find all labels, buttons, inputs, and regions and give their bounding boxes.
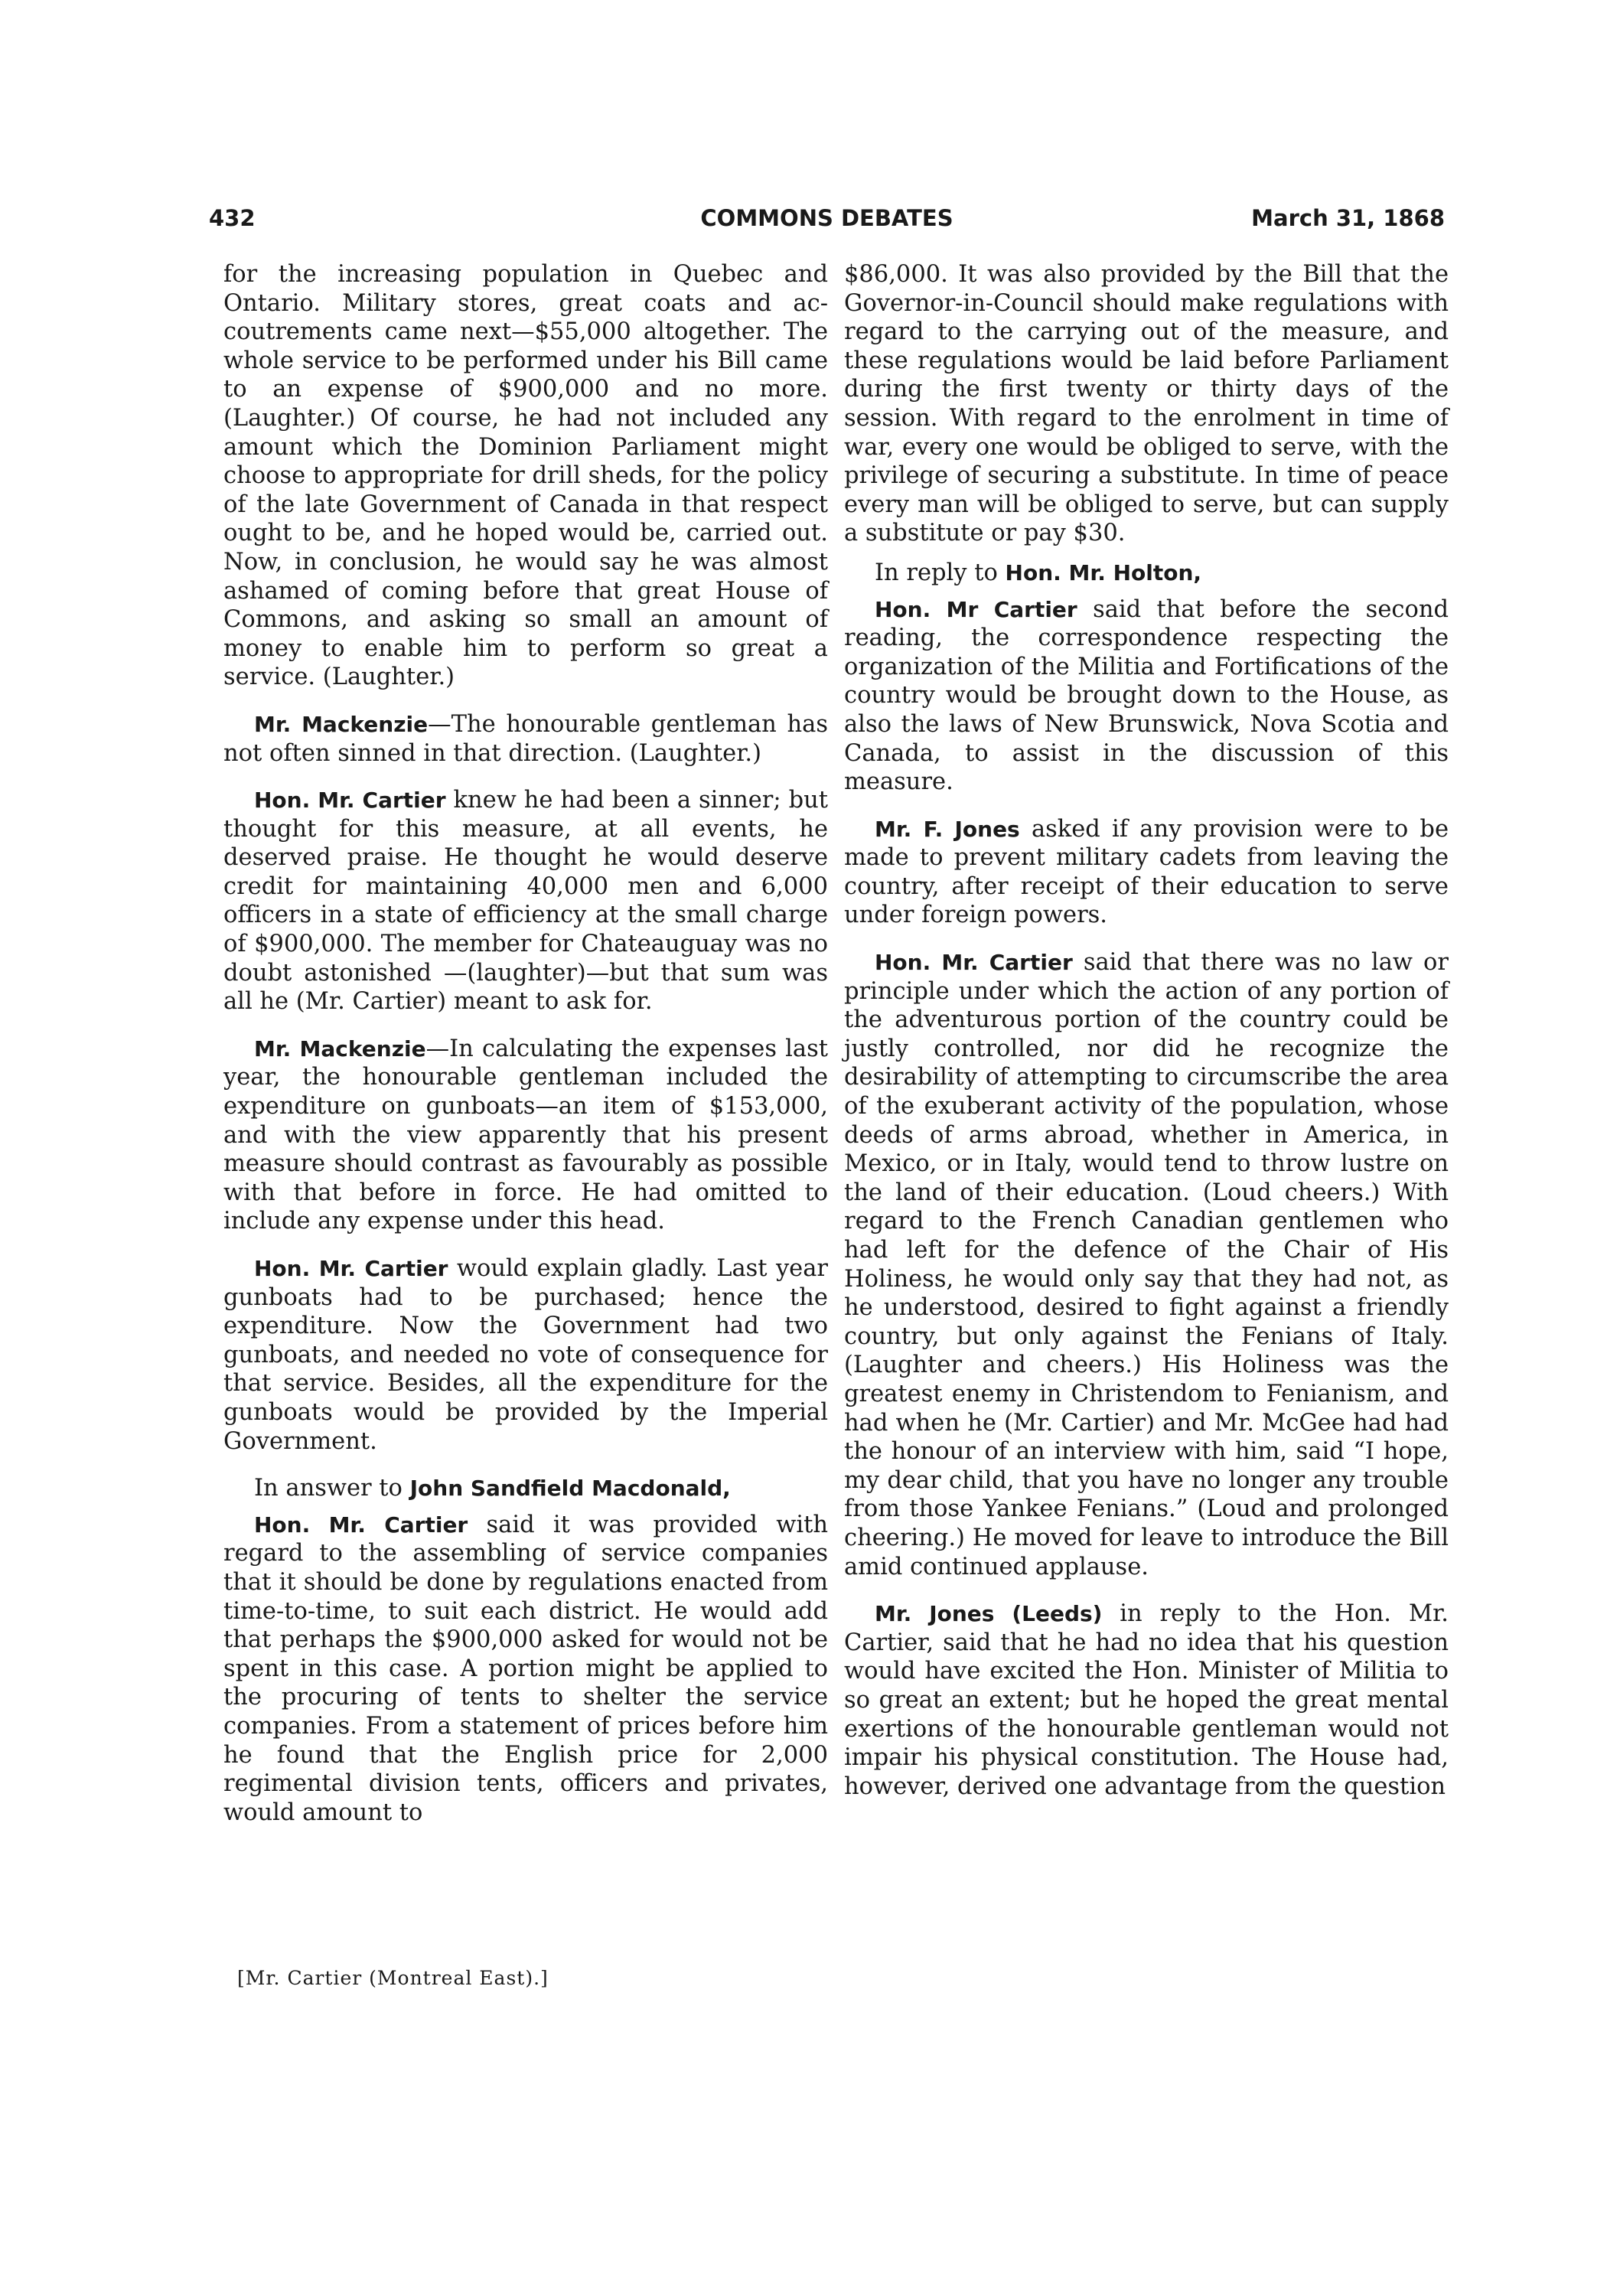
paragraph-text: said that before the second reading, the correspondence respecting the organization of the Militia and Fortifications of the country would be brought down to the House, as also the laws of New Brunswick, Nova Scotia and Canada, to assist in the discussion of this measure.	[844, 595, 1449, 796]
paragraph	[223, 260, 828, 692]
speaker-name: Mr. Jones (Leeds)	[875, 1601, 1103, 1627]
paragraph-text: said that there was no law or principle under which the action of any portion of the adventurous portion of the country could be justly controlled, nor did he recognize the desirability of attempting to circumscribe the area of the exuberant activity of the population, whose deeds of arms abroad, whether in America, in Mexico, or in Italy, would tend to throw lustre on the land of their education. (Loud cheers.) With regard to the French Canadian gentlemen who had left for the defence of the Chair of His Holiness, he would only say that they had not, as he understood, desired to fight against a friendly country, but only against the Fenians of Italy. (Laughter and cheers.) His Holiness was the greatest enemy in Christendom to Fenianism, and had when he (Mr. Cartier) and Mr. McGee had had the honour of an interview with him, said “I hope, my dear child, that you have no longer any trouble from those Yankee Fenians.” (Loud and prolonged cheering.) He moved for leave to introduce the Bill amid continued applause.	[844, 949, 1449, 1580]
running-title: COMMONS DEBATES	[700, 205, 953, 231]
paragraph-text: —The honourable gentleman has not often sinned in that direction. (Laughter.)	[223, 710, 828, 767]
right-column	[844, 260, 1449, 1819]
page-header	[209, 205, 1445, 236]
paragraph	[223, 1474, 828, 1503]
paragraph	[223, 1254, 828, 1456]
speaker-name: Mr. Mackenzie	[254, 1035, 426, 1062]
paragraph	[844, 559, 1449, 588]
paragraph	[223, 786, 828, 1016]
speaker-name: Hon. Mr. Cartier	[254, 1512, 468, 1538]
speaker-name: Mr. F. Jones	[875, 816, 1020, 842]
paragraph-text: knew he had been a sinner; but thought for this measure, at all events, he deserved praise. He thought he would deserve credit for maintaining 40,000 men and 6,000 officers in a state of efficiency at the small charge of $900,000. The member for Chateauguay was no doubt astonished —(laughter)—but that sum was all he (Mr. Cartier) meant to ask for.	[223, 787, 828, 1016]
speaker-name: Hon. Mr. Cartier	[254, 1256, 448, 1281]
speaker-name: Hon. Mr. Cartier	[875, 950, 1073, 976]
paragraph-text: —In calculating the expenses last year, the honourable gentleman included the expenditure on gunboats—an item of $153,000, and with the view apparently that his present measure should contrast as favourably as possible with that before in force. He had omitted to include any expense under this head.	[223, 1035, 828, 1235]
paragraph-text: for the increasing population in Quebec and Ontario. Military stores, great coats and accoutrements came next—$55,000 altogether. The whole service to be performed under his Bill came to an expense of $900,000 and no more. (Laughter.) Of course, he had not included any amount which the Dominion Parliament might choose to appropriate for drill sheds, for the policy of the late Government of Canada in that respect ought to be, and he hoped would be, carried out. Now, in conclusion, he would say he was almost ashamed of coming before that great House of Commons, and asking so small an amount of money to enable him to perform so great a service. (Laughter.)	[223, 261, 828, 691]
paragraph	[844, 595, 1449, 797]
paragraph-text: asked if any provision were to be made to prevent military cadets from leaving the country, after receipt of their education to serve under foreign powers.	[844, 815, 1449, 929]
paragraph-text: would explain gladly. Last year gunboats had to be purchased; hence the expenditure. Now the Government had two gunboats, and needed no vote of consequence for that service. Besides, all the expenditure for the gunboats would be provided by the Imperial Government.	[223, 1255, 828, 1455]
intro-text: In reply to	[875, 559, 1006, 586]
speaker-name: Hon. Mr. Holton,	[1005, 559, 1202, 585]
paragraph	[223, 1511, 828, 1828]
paragraph	[223, 1035, 828, 1236]
paragraph	[844, 1600, 1449, 1801]
paragraph-text: said it was provided with regard to the assembling of service companies that it should be done by regulations enacted from time-to-time, to suit each district. He would add that perhaps the $900,000 asked for would not be spent in this case. A portion might be applied to the procuring of tents to shelter the service companies. From a statement of prices before him he found that the English price for 2,000 regimental division tents, officers and privates, would amount to	[223, 1511, 828, 1826]
speaker-name: Hon. Mr. Cartier	[254, 788, 446, 814]
paragraph	[844, 948, 1449, 1581]
page-date: March 31, 1868	[1251, 205, 1445, 231]
speaker-name: Mr. Mackenzie	[254, 711, 429, 737]
speaker-footnote: [Mr. Cartier (Montreal East).]	[237, 1967, 549, 1989]
speaker-name: Hon. Mr Cartier	[875, 596, 1077, 622]
left-column	[223, 260, 828, 1845]
page-number: 432	[209, 205, 256, 231]
paragraph	[223, 710, 828, 768]
paragraph	[844, 260, 1449, 548]
intro-text: In answer to	[254, 1475, 410, 1502]
paragraph-text: $86,000. It was also provided by the Bill that the Governor-in-Council should make regulations with regard to the carrying out of the measure, and these regulations would be laid before Parliament during the first twenty or thirty days of the session. With regard to the enrolment in time of war, every one would be obliged to serve, with the privilege of securing a substitute. In time of peace every man will be obliged to serve, but can supply a substitute or pay $30.	[844, 261, 1449, 547]
speaker-name: John Sandfield Macdonald,	[409, 1476, 731, 1502]
paragraph-text: in reply to the Hon. Mr. Cartier, said that he had no idea that his question would have excited the Hon. Minister of Militia to so great an extent; but he hoped the great mental exertions of the honourable gentleman would not impair his physical constitution. The House had, however, derived one advantage from the question	[844, 1600, 1449, 1800]
paragraph	[844, 815, 1449, 930]
